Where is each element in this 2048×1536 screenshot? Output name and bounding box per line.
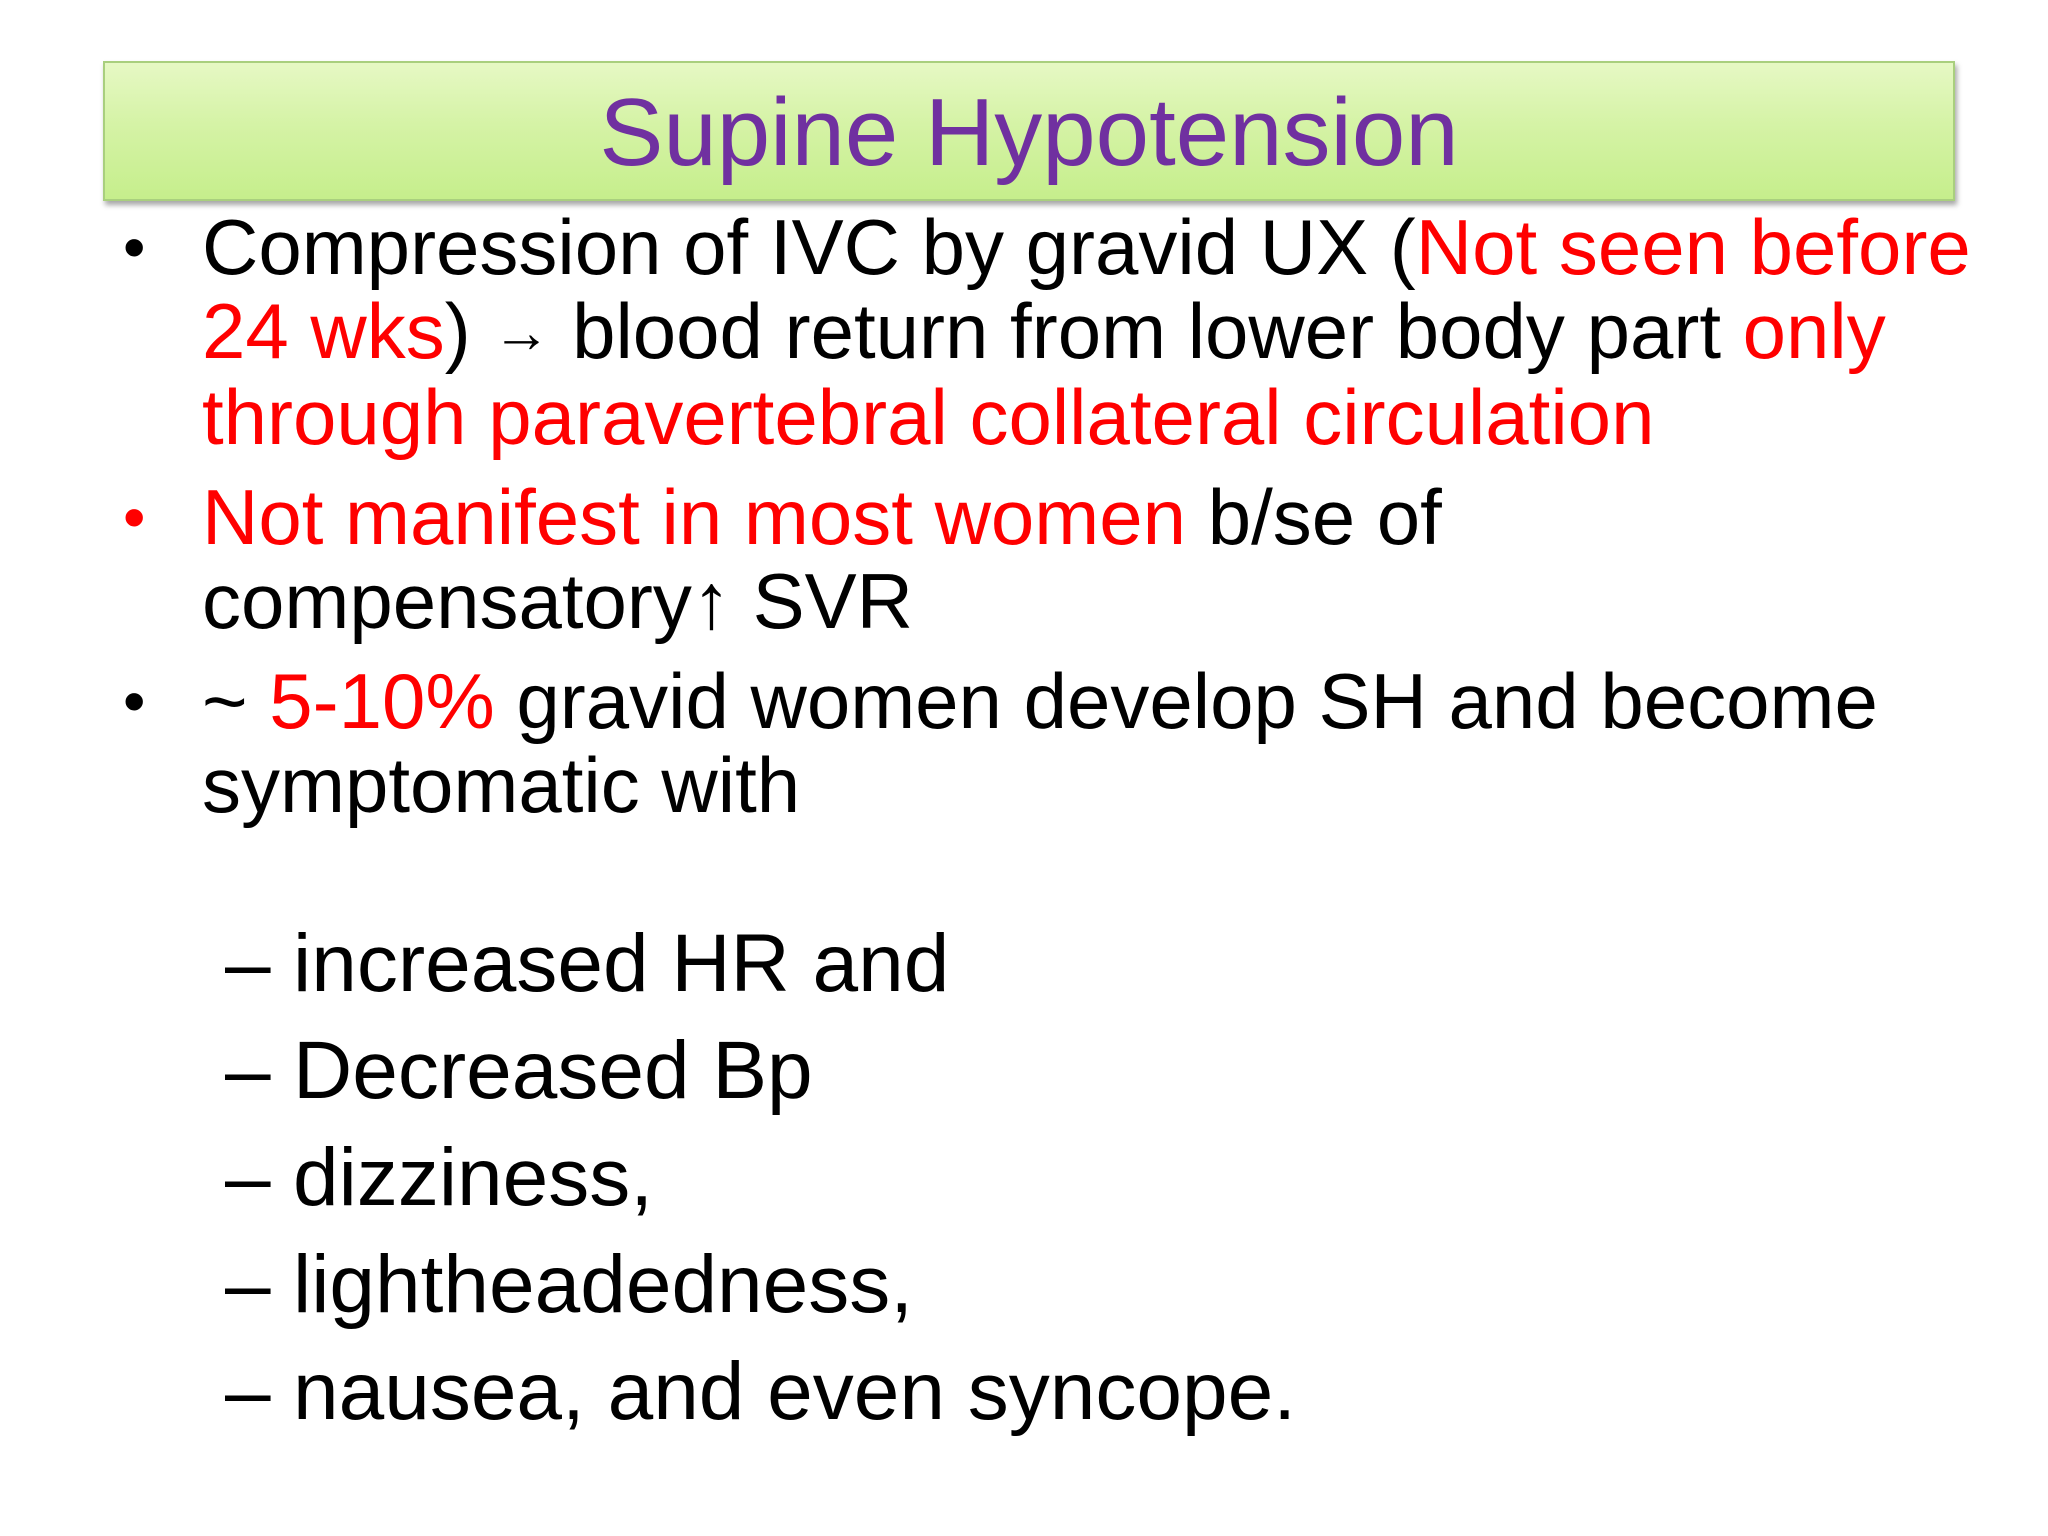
right-arrow-icon: →	[492, 300, 551, 365]
bullet-text-segment: Compression of IVC by gravid UX (	[202, 203, 1416, 291]
dash-marker: –	[225, 918, 271, 1009]
bullet-list	[120, 205, 1980, 843]
sub-item-text: nausea, and even syncope.	[293, 1346, 1296, 1437]
sub-item	[225, 920, 1296, 1027]
highlight-text: only through paravertebral collateral circulation	[202, 287, 1886, 461]
dash-marker: –	[225, 1025, 271, 1116]
sub-item	[225, 1348, 1296, 1455]
sub-item-text: increased HR and	[293, 918, 950, 1009]
bullet-text-segment: blood return from lower body part	[550, 287, 1743, 375]
bullet-text-segment: b/se of compensatory↑ SVR	[202, 473, 1442, 645]
bullet-item-2	[120, 475, 1980, 643]
bullet-text-segment: ~	[202, 657, 270, 745]
bullet-marker: •	[123, 211, 146, 283]
sub-item	[225, 1027, 1296, 1134]
sub-item	[225, 1241, 1296, 1348]
highlight-text: Not manifest in most women	[202, 473, 1187, 561]
bullet-item-1	[120, 205, 1980, 459]
dash-marker: –	[225, 1346, 271, 1437]
bullet-item-3	[120, 659, 1980, 827]
sub-item-text: lightheadedness,	[293, 1239, 914, 1330]
sub-item-text: Decreased Bp	[293, 1025, 813, 1116]
highlight-text: 5-10%	[269, 657, 495, 745]
bullet-marker: •	[123, 665, 146, 737]
slide-title: Supine Hypotension	[599, 79, 1459, 186]
title-banner	[103, 61, 1955, 201]
bullet-marker: •	[123, 481, 146, 553]
bullet-text-segment: )	[444, 287, 493, 375]
highlight-text: Not seen before 24 wks	[202, 203, 1971, 375]
bullet-text-segment: gravid women develop SH and become symptomatic with	[202, 657, 1878, 829]
dash-marker: –	[225, 1132, 271, 1223]
sub-bullet-list	[225, 920, 1296, 1455]
sub-item-text: dizziness,	[293, 1132, 654, 1223]
sub-item	[225, 1134, 1296, 1241]
dash-marker: –	[225, 1239, 271, 1330]
